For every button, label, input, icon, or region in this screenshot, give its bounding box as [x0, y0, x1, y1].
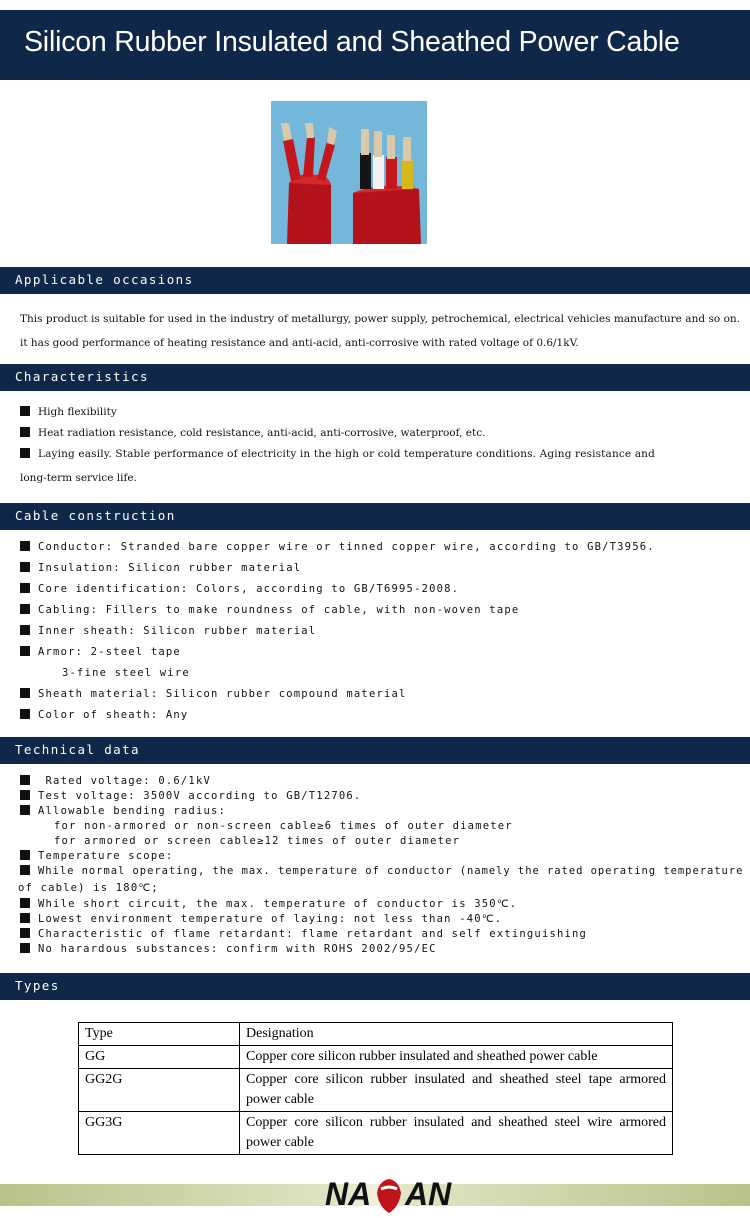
table-row — [79, 1046, 673, 1069]
bullet-icon — [20, 709, 30, 719]
list-item-continued: for non-armored or non-screen cable≥6 times of outer diameter — [54, 820, 513, 832]
svg-text:NA: NA — [325, 1176, 372, 1212]
table-row — [79, 1069, 673, 1112]
list-item: No harardous substances: confirm with ROHS 2002/95/EC — [20, 943, 437, 955]
product-photo — [271, 101, 427, 244]
bullet-icon — [20, 898, 30, 908]
list-item: Color of sheath: Any — [20, 709, 188, 721]
list-item: Sheath material: Silicon rubber compound material — [20, 688, 407, 700]
table-header-row — [79, 1023, 673, 1046]
list-item: Armor: 2-steel tape — [20, 646, 181, 658]
list-item: Heat radiation resistance, cold resistance, anti-acid, anti-corrosive, waterproof, etc. — [20, 427, 485, 439]
applicable-text: This product is suitable for used in the industry of metallurgy, power supply, petrochemical, electrical vehicles manufacture and so on. it has good performance of heating resistance and anti-acid, anti-corrosive with rated voltage of 0.6/1kV. — [20, 313, 740, 349]
page-title: Silicon Rubber Insulated and Sheathed Power Cable — [24, 26, 680, 58]
list-item: Allowable bending radius: — [20, 805, 226, 817]
list-item: Insulation: Silicon rubber material — [20, 562, 301, 574]
list-item: Rated voltage: 0.6/1kV — [20, 775, 211, 787]
list-item: Conductor: Stranded bare copper wire or tinned copper wire, according to GB/T3956. — [20, 541, 655, 553]
list-item-continued: for armored or screen cable≥12 times of outer diameter — [54, 835, 461, 847]
types-table — [78, 1022, 673, 1155]
bullet-icon — [20, 427, 30, 437]
bullet-icon — [20, 790, 30, 800]
list-item: Inner sheath: Silicon rubber material — [20, 625, 316, 637]
list-item: Test voltage: 3500V according to GB/T12706. — [20, 790, 361, 802]
bullet-icon — [20, 562, 30, 572]
section-title: Types — [15, 978, 60, 993]
table-cell: Copper core silicon rubber insulated and sheathed steel tape armored power cable — [240, 1069, 673, 1112]
bullet-icon — [20, 913, 30, 923]
bullet-icon — [20, 406, 30, 416]
bullet-icon — [20, 943, 30, 953]
section-title: Technical data — [15, 742, 140, 757]
list-item: While short circuit, the max. temperature of conductor is 350℃. — [20, 898, 517, 910]
table-cell: Copper core silicon rubber insulated and sheathed power cable — [240, 1046, 673, 1069]
section-title: Cable construction — [15, 508, 176, 523]
bullet-icon — [20, 583, 30, 593]
svg-text:AN: AN — [405, 1176, 452, 1212]
list-item: Laying easily. Stable performance of electricity in the high or cold temperature conditions. Aging resistance and — [20, 448, 655, 460]
bullet-icon — [20, 646, 30, 656]
section-header-applicable — [0, 267, 750, 294]
list-item: Lowest environment temperature of laying: not less than -40℃. — [20, 913, 502, 925]
bullet-icon — [20, 850, 30, 860]
bullet-icon — [20, 625, 30, 635]
list-item-continued: 3-fine steel wire — [62, 667, 190, 679]
section-title: Characteristics — [15, 369, 149, 384]
table-cell: GG2G — [79, 1069, 240, 1112]
list-item: Core identification: Colors, according to GB/T6995-2008. — [20, 583, 459, 595]
section-header-characteristics — [0, 364, 750, 391]
table-cell: GG3G — [79, 1112, 240, 1155]
table-header-cell: Type — [79, 1023, 240, 1046]
bullet-icon — [20, 541, 30, 551]
list-item: While normal operating, the max. temperature of conductor (namely the rated operating temperature — [20, 865, 743, 877]
bullet-icon — [20, 448, 30, 458]
bullet-icon — [20, 688, 30, 698]
bullet-icon — [20, 775, 30, 785]
bullet-icon — [20, 805, 30, 815]
list-item: Characteristic of flame retardant: flame retardant and self extinguishing — [20, 928, 587, 940]
bullet-icon — [20, 865, 30, 875]
list-item-continued: long-term service life. — [20, 472, 137, 484]
section-title: Applicable occasions — [15, 272, 194, 287]
list-item: Temperature scope: — [20, 850, 173, 862]
table-cell: GG — [79, 1046, 240, 1069]
nanan-logo — [325, 1173, 455, 1213]
list-item-continued: of cable) is 180℃; — [18, 882, 159, 894]
table-header-cell: Designation — [240, 1023, 673, 1046]
list-item: High flexibility — [20, 406, 117, 418]
table-cell: Copper core silicon rubber insulated and sheathed steel wire armored power cable — [240, 1112, 673, 1155]
title-banner — [0, 10, 750, 80]
section-header-technical — [0, 737, 750, 764]
bullet-icon — [20, 928, 30, 938]
bullet-icon — [20, 604, 30, 614]
section-header-types — [0, 973, 750, 1000]
table-row — [79, 1112, 673, 1155]
list-item: Cabling: Fillers to make roundness of cable, with non-woven tape — [20, 604, 519, 616]
section-header-construction — [0, 503, 750, 530]
